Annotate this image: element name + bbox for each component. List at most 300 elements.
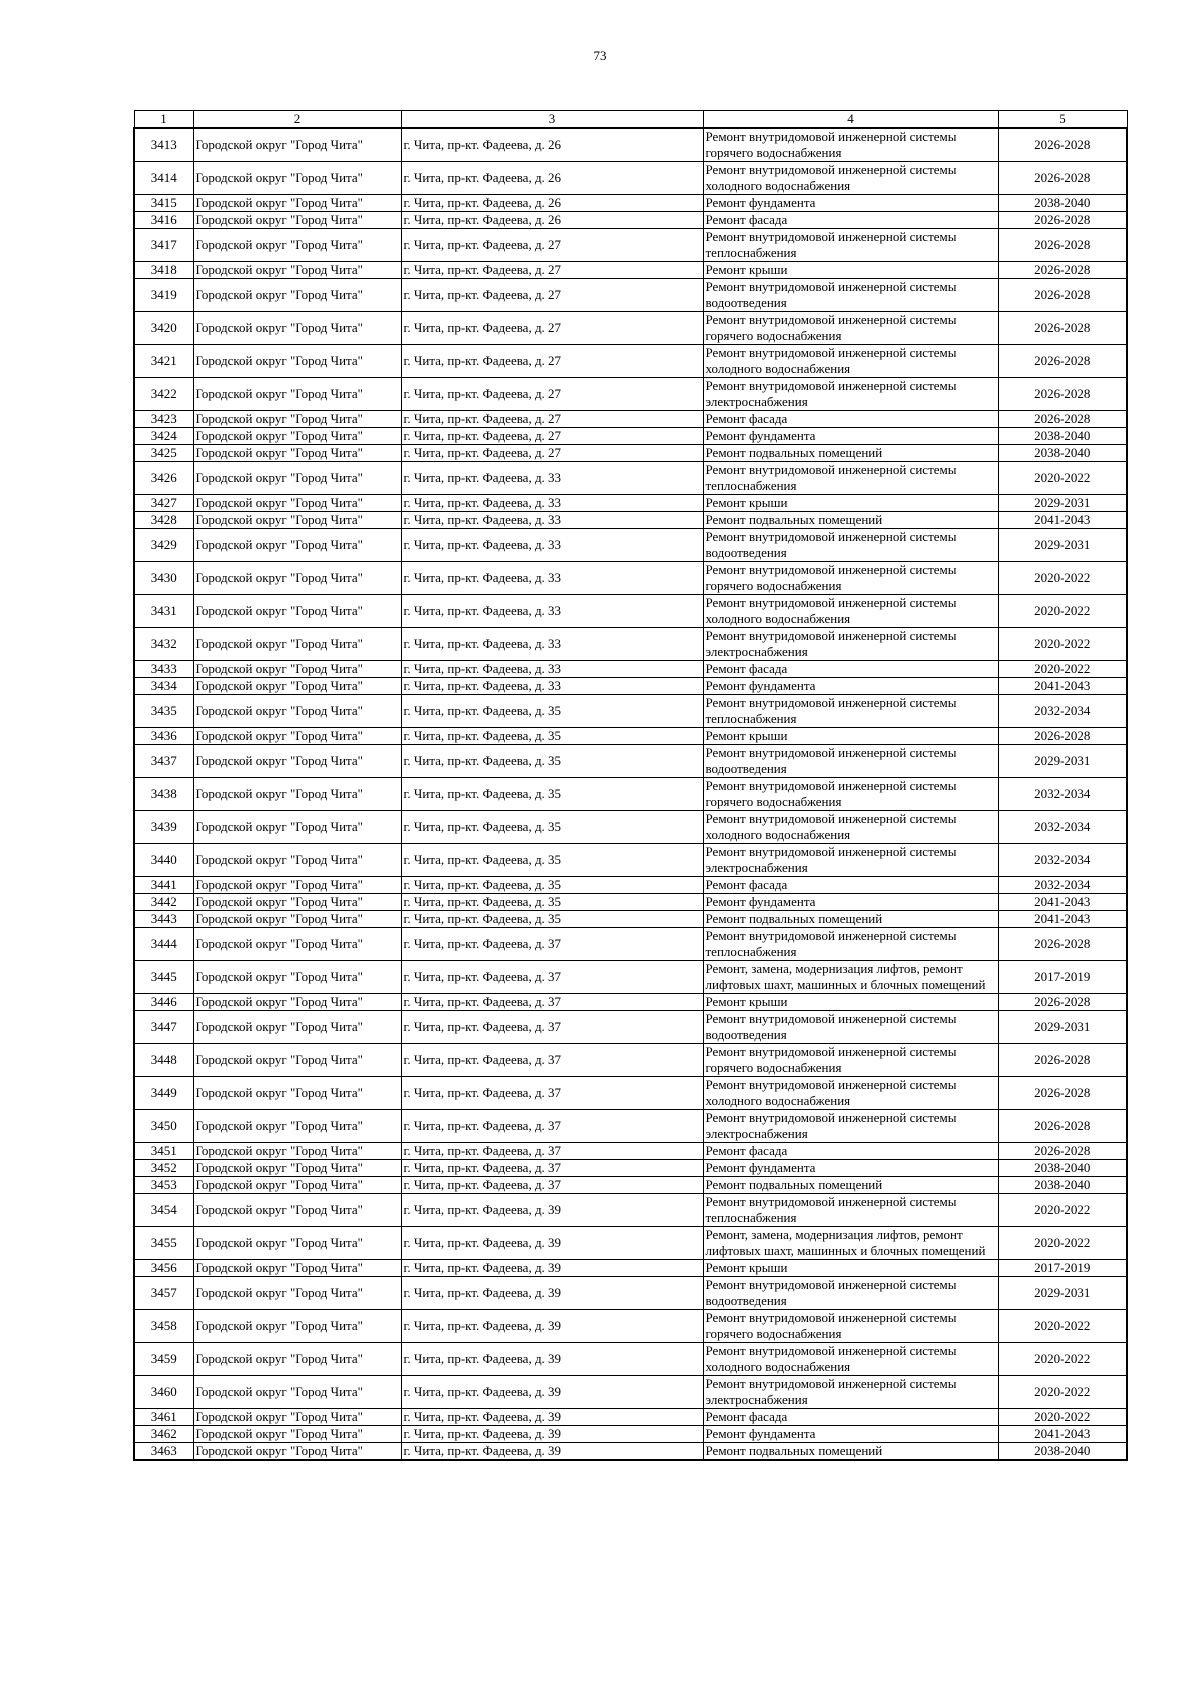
table-row <box>134 562 1127 595</box>
row-number-cell: 3423 <box>134 411 193 428</box>
municipality-cell: Городской округ "Город Чита" <box>193 428 401 445</box>
address-cell: г. Чита, пр-кт. Фадеева, д. 39 <box>401 1343 703 1376</box>
period-cell: 2038-2040 <box>998 1177 1127 1194</box>
period-cell: 2038-2040 <box>998 428 1127 445</box>
municipality-cell: Городской округ "Город Чита" <box>193 195 401 212</box>
row-number-cell: 3462 <box>134 1426 193 1443</box>
work-type-cell: Ремонт внутридомовой инженерной системы холодного водоснабжения <box>703 345 998 378</box>
address-cell: г. Чита, пр-кт. Фадеева, д. 37 <box>401 1011 703 1044</box>
address-cell: г. Чита, пр-кт. Фадеева, д. 33 <box>401 595 703 628</box>
period-cell: 2026-2028 <box>998 128 1127 162</box>
work-type-cell: Ремонт внутридомовой инженерной системы холодного водоснабжения <box>703 1077 998 1110</box>
municipality-cell: Городской округ "Город Чита" <box>193 1077 401 1110</box>
municipality-cell: Городской округ "Город Чита" <box>193 994 401 1011</box>
period-cell: 2029-2031 <box>998 1011 1127 1044</box>
municipality-cell: Городской округ "Город Чита" <box>193 345 401 378</box>
row-number-cell: 3451 <box>134 1143 193 1160</box>
period-cell: 2029-2031 <box>998 1277 1127 1310</box>
work-type-cell: Ремонт внутридомовой инженерной системы водоотведения <box>703 1011 998 1044</box>
table-row <box>134 162 1127 195</box>
work-type-cell: Ремонт фундамента <box>703 894 998 911</box>
work-type-cell: Ремонт фундамента <box>703 1160 998 1177</box>
work-type-cell: Ремонт крыши <box>703 994 998 1011</box>
row-number-cell: 3459 <box>134 1343 193 1376</box>
period-cell: 2020-2022 <box>998 562 1127 595</box>
work-type-cell: Ремонт внутридомовой инженерной системы холодного водоснабжения <box>703 1343 998 1376</box>
address-cell: г. Чита, пр-кт. Фадеева, д. 35 <box>401 911 703 928</box>
period-cell: 2020-2022 <box>998 661 1127 678</box>
municipality-cell: Городской округ "Город Чита" <box>193 512 401 529</box>
municipality-cell: Городской округ "Город Чита" <box>193 661 401 678</box>
period-cell: 2026-2028 <box>998 345 1127 378</box>
municipality-cell: Городской округ "Город Чита" <box>193 745 401 778</box>
row-number-cell: 3427 <box>134 495 193 512</box>
table-row <box>134 428 1127 445</box>
address-cell: г. Чита, пр-кт. Фадеева, д. 33 <box>401 529 703 562</box>
municipality-cell: Городской округ "Город Чита" <box>193 1177 401 1194</box>
address-cell: г. Чита, пр-кт. Фадеева, д. 39 <box>401 1227 703 1260</box>
table-row <box>134 1426 1127 1443</box>
table-row <box>134 1110 1127 1143</box>
municipality-cell: Городской округ "Город Чита" <box>193 495 401 512</box>
table-row <box>134 529 1127 562</box>
row-number-cell: 3440 <box>134 844 193 877</box>
period-cell: 2026-2028 <box>998 728 1127 745</box>
address-cell: г. Чита, пр-кт. Фадеева, д. 37 <box>401 928 703 961</box>
address-cell: г. Чита, пр-кт. Фадеева, д. 26 <box>401 162 703 195</box>
address-cell: г. Чита, пр-кт. Фадеева, д. 37 <box>401 1110 703 1143</box>
work-type-cell: Ремонт внутридомовой инженерной системы электроснабжения <box>703 844 998 877</box>
period-cell: 2026-2028 <box>998 928 1127 961</box>
municipality-cell: Городской округ "Город Чита" <box>193 529 401 562</box>
address-cell: г. Чита, пр-кт. Фадеева, д. 33 <box>401 562 703 595</box>
address-cell: г. Чита, пр-кт. Фадеева, д. 37 <box>401 1077 703 1110</box>
table-body <box>134 128 1127 1460</box>
table-row <box>134 195 1127 212</box>
row-number-cell: 3426 <box>134 462 193 495</box>
address-cell: г. Чита, пр-кт. Фадеева, д. 35 <box>401 894 703 911</box>
period-cell: 2020-2022 <box>998 1409 1127 1426</box>
period-cell: 2020-2022 <box>998 1310 1127 1343</box>
row-number-cell: 3430 <box>134 562 193 595</box>
municipality-cell: Городской округ "Город Чита" <box>193 1110 401 1143</box>
address-cell: г. Чита, пр-кт. Фадеева, д. 35 <box>401 745 703 778</box>
period-cell: 2017-2019 <box>998 1260 1127 1277</box>
work-type-cell: Ремонт внутридомовой инженерной системы электроснабжения <box>703 1110 998 1143</box>
table-row <box>134 661 1127 678</box>
municipality-cell: Городской округ "Город Чита" <box>193 1143 401 1160</box>
row-number-cell: 3461 <box>134 1409 193 1426</box>
row-number-cell: 3439 <box>134 811 193 844</box>
row-number-cell: 3442 <box>134 894 193 911</box>
row-number-cell: 3436 <box>134 728 193 745</box>
address-cell: г. Чита, пр-кт. Фадеева, д. 39 <box>401 1310 703 1343</box>
row-number-cell: 3437 <box>134 745 193 778</box>
period-cell: 2041-2043 <box>998 678 1127 695</box>
period-cell: 2020-2022 <box>998 1343 1127 1376</box>
row-number-cell: 3438 <box>134 778 193 811</box>
period-cell: 2038-2040 <box>998 445 1127 462</box>
row-number-cell: 3447 <box>134 1011 193 1044</box>
work-type-cell: Ремонт подвальных помещений <box>703 911 998 928</box>
work-type-cell: Ремонт внутридомовой инженерной системы электроснабжения <box>703 628 998 661</box>
work-type-cell: Ремонт фасада <box>703 1143 998 1160</box>
period-cell: 2029-2031 <box>998 495 1127 512</box>
municipality-cell: Городской округ "Город Чита" <box>193 562 401 595</box>
work-type-cell: Ремонт внутридомовой инженерной системы холодного водоснабжения <box>703 162 998 195</box>
work-type-cell: Ремонт внутридомовой инженерной системы горячего водоснабжения <box>703 128 998 162</box>
address-cell: г. Чита, пр-кт. Фадеева, д. 33 <box>401 462 703 495</box>
row-number-cell: 3460 <box>134 1376 193 1409</box>
row-number-cell: 3463 <box>134 1443 193 1461</box>
table-row <box>134 262 1127 279</box>
column-header: 4 <box>703 111 998 129</box>
work-type-cell: Ремонт внутридомовой инженерной системы электроснабжения <box>703 1376 998 1409</box>
row-number-cell: 3458 <box>134 1310 193 1343</box>
row-number-cell: 3445 <box>134 961 193 994</box>
work-type-cell: Ремонт, замена, модернизация лифтов, ремонт лифтовых шахт, машинных и блочных помещений <box>703 961 998 994</box>
municipality-cell: Городской округ "Город Чита" <box>193 1409 401 1426</box>
municipality-cell: Городской округ "Город Чита" <box>193 961 401 994</box>
municipality-cell: Городской округ "Город Чита" <box>193 844 401 877</box>
address-cell: г. Чита, пр-кт. Фадеева, д. 39 <box>401 1376 703 1409</box>
address-cell: г. Чита, пр-кт. Фадеева, д. 27 <box>401 229 703 262</box>
address-cell: г. Чита, пр-кт. Фадеева, д. 27 <box>401 428 703 445</box>
table-row <box>134 1143 1127 1160</box>
work-type-cell: Ремонт подвальных помещений <box>703 1177 998 1194</box>
municipality-cell: Городской округ "Город Чита" <box>193 1343 401 1376</box>
work-type-cell: Ремонт внутридомовой инженерной системы теплоснабжения <box>703 462 998 495</box>
period-cell: 2020-2022 <box>998 628 1127 661</box>
municipality-cell: Городской округ "Город Чита" <box>193 279 401 312</box>
work-type-cell: Ремонт фасада <box>703 1409 998 1426</box>
table-row <box>134 462 1127 495</box>
page-number: 73 <box>593 48 607 63</box>
table-row <box>134 745 1127 778</box>
column-header: 3 <box>401 111 703 129</box>
work-type-cell: Ремонт фундамента <box>703 428 998 445</box>
municipality-cell: Городской округ "Город Чита" <box>193 128 401 162</box>
municipality-cell: Городской округ "Город Чита" <box>193 1376 401 1409</box>
address-cell: г. Чита, пр-кт. Фадеева, д. 39 <box>401 1426 703 1443</box>
table-row <box>134 595 1127 628</box>
address-cell: г. Чита, пр-кт. Фадеева, д. 37 <box>401 1044 703 1077</box>
table-row <box>134 778 1127 811</box>
row-number-cell: 3431 <box>134 595 193 628</box>
period-cell: 2026-2028 <box>998 1143 1127 1160</box>
row-number-cell: 3419 <box>134 279 193 312</box>
row-number-cell: 3452 <box>134 1160 193 1177</box>
period-cell: 2038-2040 <box>998 195 1127 212</box>
column-number-row <box>134 111 1127 129</box>
table-row <box>134 495 1127 512</box>
period-cell: 2026-2028 <box>998 994 1127 1011</box>
address-cell: г. Чита, пр-кт. Фадеева, д. 33 <box>401 512 703 529</box>
period-cell: 2026-2028 <box>998 229 1127 262</box>
municipality-cell: Городской округ "Город Чита" <box>193 911 401 928</box>
table-row <box>134 312 1127 345</box>
row-number-cell: 3456 <box>134 1260 193 1277</box>
municipality-cell: Городской округ "Город Чита" <box>193 1011 401 1044</box>
period-cell: 2026-2028 <box>998 312 1127 345</box>
address-cell: г. Чита, пр-кт. Фадеева, д. 39 <box>401 1277 703 1310</box>
address-cell: г. Чита, пр-кт. Фадеева, д. 37 <box>401 1143 703 1160</box>
address-cell: г. Чита, пр-кт. Фадеева, д. 35 <box>401 811 703 844</box>
work-type-cell: Ремонт внутридомовой инженерной системы водоотведения <box>703 279 998 312</box>
row-number-cell: 3435 <box>134 695 193 728</box>
period-cell: 2032-2034 <box>998 811 1127 844</box>
period-cell: 2026-2028 <box>998 162 1127 195</box>
municipality-cell: Городской округ "Город Чита" <box>193 678 401 695</box>
row-number-cell: 3432 <box>134 628 193 661</box>
period-cell: 2026-2028 <box>998 212 1127 229</box>
table-row <box>134 961 1127 994</box>
address-cell: г. Чита, пр-кт. Фадеева, д. 35 <box>401 844 703 877</box>
table-row <box>134 1160 1127 1177</box>
work-type-cell: Ремонт фундамента <box>703 195 998 212</box>
work-type-cell: Ремонт внутридомовой инженерной системы горячего водоснабжения <box>703 312 998 345</box>
address-cell: г. Чита, пр-кт. Фадеева, д. 35 <box>401 877 703 894</box>
table-row <box>134 378 1127 411</box>
table-row <box>134 1443 1127 1461</box>
table-row <box>134 128 1127 162</box>
municipality-cell: Городской округ "Город Чита" <box>193 928 401 961</box>
period-cell: 2026-2028 <box>998 411 1127 428</box>
table-row <box>134 877 1127 894</box>
municipality-cell: Городской округ "Город Чита" <box>193 1160 401 1177</box>
table-row <box>134 345 1127 378</box>
table-row <box>134 1227 1127 1260</box>
address-cell: г. Чита, пр-кт. Фадеева, д. 27 <box>401 312 703 345</box>
address-cell: г. Чита, пр-кт. Фадеева, д. 26 <box>401 128 703 162</box>
period-cell: 2017-2019 <box>998 961 1127 994</box>
table-row <box>134 728 1127 745</box>
address-cell: г. Чита, пр-кт. Фадеева, д. 27 <box>401 279 703 312</box>
work-type-cell: Ремонт внутридомовой инженерной системы теплоснабжения <box>703 229 998 262</box>
work-type-cell: Ремонт внутридомовой инженерной системы холодного водоснабжения <box>703 811 998 844</box>
table-row <box>134 1044 1127 1077</box>
address-cell: г. Чита, пр-кт. Фадеева, д. 39 <box>401 1409 703 1426</box>
row-number-cell: 3444 <box>134 928 193 961</box>
work-type-cell: Ремонт внутридомовой инженерной системы теплоснабжения <box>703 928 998 961</box>
address-cell: г. Чита, пр-кт. Фадеева, д. 33 <box>401 678 703 695</box>
municipality-cell: Городской округ "Город Чита" <box>193 1277 401 1310</box>
table-row <box>134 512 1127 529</box>
address-cell: г. Чита, пр-кт. Фадеева, д. 35 <box>401 778 703 811</box>
work-type-cell: Ремонт фасада <box>703 212 998 229</box>
row-number-cell: 3450 <box>134 1110 193 1143</box>
work-type-cell: Ремонт крыши <box>703 1260 998 1277</box>
municipality-cell: Городской округ "Город Чита" <box>193 262 401 279</box>
period-cell: 2032-2034 <box>998 877 1127 894</box>
address-cell: г. Чита, пр-кт. Фадеева, д. 33 <box>401 628 703 661</box>
work-type-cell: Ремонт внутридомовой инженерной системы горячего водоснабжения <box>703 778 998 811</box>
period-cell: 2026-2028 <box>998 1110 1127 1143</box>
row-number-cell: 3457 <box>134 1277 193 1310</box>
period-cell: 2020-2022 <box>998 1376 1127 1409</box>
address-cell: г. Чита, пр-кт. Фадеева, д. 26 <box>401 212 703 229</box>
municipality-cell: Городской округ "Город Чита" <box>193 811 401 844</box>
table-row <box>134 678 1127 695</box>
address-cell: г. Чита, пр-кт. Фадеева, д. 39 <box>401 1194 703 1227</box>
municipality-cell: Городской округ "Город Чита" <box>193 1260 401 1277</box>
row-number-cell: 3454 <box>134 1194 193 1227</box>
period-cell: 2041-2043 <box>998 512 1127 529</box>
row-number-cell: 3421 <box>134 345 193 378</box>
period-cell: 2026-2028 <box>998 1044 1127 1077</box>
work-type-cell: Ремонт подвальных помещений <box>703 445 998 462</box>
period-cell: 2038-2040 <box>998 1443 1127 1461</box>
work-type-cell: Ремонт крыши <box>703 262 998 279</box>
address-cell: г. Чита, пр-кт. Фадеева, д. 33 <box>401 495 703 512</box>
municipality-cell: Городской округ "Город Чита" <box>193 628 401 661</box>
work-type-cell: Ремонт фасада <box>703 877 998 894</box>
table-row <box>134 1177 1127 1194</box>
row-number-cell: 3455 <box>134 1227 193 1260</box>
table-row <box>134 894 1127 911</box>
work-type-cell: Ремонт внутридомовой инженерной системы горячего водоснабжения <box>703 1044 998 1077</box>
table-row <box>134 229 1127 262</box>
period-cell: 2026-2028 <box>998 279 1127 312</box>
period-cell: 2029-2031 <box>998 529 1127 562</box>
work-type-cell: Ремонт подвальных помещений <box>703 512 998 529</box>
municipality-cell: Городской округ "Город Чита" <box>193 462 401 495</box>
period-cell: 2029-2031 <box>998 745 1127 778</box>
municipality-cell: Городской округ "Город Чита" <box>193 1426 401 1443</box>
address-cell: г. Чита, пр-кт. Фадеева, д. 39 <box>401 1443 703 1461</box>
municipality-cell: Городской округ "Город Чита" <box>193 1044 401 1077</box>
municipality-cell: Городской округ "Город Чита" <box>193 445 401 462</box>
period-cell: 2020-2022 <box>998 462 1127 495</box>
row-number-cell: 3417 <box>134 229 193 262</box>
address-cell: г. Чита, пр-кт. Фадеева, д. 33 <box>401 661 703 678</box>
period-cell: 2032-2034 <box>998 695 1127 728</box>
municipality-cell: Городской округ "Город Чита" <box>193 1443 401 1461</box>
municipality-cell: Городской округ "Город Чита" <box>193 595 401 628</box>
row-number-cell: 3413 <box>134 128 193 162</box>
municipality-cell: Городской округ "Город Чита" <box>193 1194 401 1227</box>
row-number-cell: 3441 <box>134 877 193 894</box>
repair-schedule-table <box>133 110 1128 1461</box>
municipality-cell: Городской округ "Город Чита" <box>193 1227 401 1260</box>
period-cell: 2041-2043 <box>998 894 1127 911</box>
row-number-cell: 3433 <box>134 661 193 678</box>
row-number-cell: 3415 <box>134 195 193 212</box>
table-row <box>134 811 1127 844</box>
row-number-cell: 3428 <box>134 512 193 529</box>
row-number-cell: 3420 <box>134 312 193 345</box>
address-cell: г. Чита, пр-кт. Фадеева, д. 39 <box>401 1260 703 1277</box>
work-type-cell: Ремонт внутридомовой инженерной системы водоотведения <box>703 1277 998 1310</box>
period-cell: 2032-2034 <box>998 778 1127 811</box>
work-type-cell: Ремонт внутридомовой инженерной системы электроснабжения <box>703 378 998 411</box>
table-row <box>134 844 1127 877</box>
work-type-cell: Ремонт крыши <box>703 728 998 745</box>
address-cell: г. Чита, пр-кт. Фадеева, д. 27 <box>401 411 703 428</box>
table-row <box>134 628 1127 661</box>
table-row <box>134 445 1127 462</box>
work-type-cell: Ремонт подвальных помещений <box>703 1443 998 1461</box>
column-header: 5 <box>998 111 1127 129</box>
work-type-cell: Ремонт внутридомовой инженерной системы холодного водоснабжения <box>703 595 998 628</box>
address-cell: г. Чита, пр-кт. Фадеева, д. 35 <box>401 728 703 745</box>
address-cell: г. Чита, пр-кт. Фадеева, д. 26 <box>401 195 703 212</box>
column-header: 2 <box>193 111 401 129</box>
address-cell: г. Чита, пр-кт. Фадеева, д. 27 <box>401 262 703 279</box>
municipality-cell: Городской округ "Город Чита" <box>193 378 401 411</box>
municipality-cell: Городской округ "Город Чита" <box>193 212 401 229</box>
period-cell: 2026-2028 <box>998 378 1127 411</box>
row-number-cell: 3416 <box>134 212 193 229</box>
row-number-cell: 3418 <box>134 262 193 279</box>
address-cell: г. Чита, пр-кт. Фадеева, д. 37 <box>401 994 703 1011</box>
table-row <box>134 994 1127 1011</box>
table-row <box>134 1011 1127 1044</box>
row-number-cell: 3448 <box>134 1044 193 1077</box>
municipality-cell: Городской округ "Город Чита" <box>193 877 401 894</box>
row-number-cell: 3424 <box>134 428 193 445</box>
row-number-cell: 3429 <box>134 529 193 562</box>
work-type-cell: Ремонт фасада <box>703 661 998 678</box>
municipality-cell: Городской округ "Город Чита" <box>193 894 401 911</box>
period-cell: 2026-2028 <box>998 262 1127 279</box>
address-cell: г. Чита, пр-кт. Фадеева, д. 27 <box>401 445 703 462</box>
municipality-cell: Городской округ "Город Чита" <box>193 229 401 262</box>
address-cell: г. Чита, пр-кт. Фадеева, д. 37 <box>401 1160 703 1177</box>
municipality-cell: Городской округ "Город Чита" <box>193 162 401 195</box>
work-type-cell: Ремонт, замена, модернизация лифтов, ремонт лифтовых шахт, машинных и блочных помещений <box>703 1227 998 1260</box>
period-cell: 2020-2022 <box>998 1227 1127 1260</box>
work-type-cell: Ремонт крыши <box>703 495 998 512</box>
period-cell: 2020-2022 <box>998 1194 1127 1227</box>
work-type-cell: Ремонт внутридомовой инженерной системы горячего водоснабжения <box>703 1310 998 1343</box>
work-type-cell: Ремонт внутридомовой инженерной системы водоотведения <box>703 529 998 562</box>
table-row <box>134 1343 1127 1376</box>
period-cell: 2041-2043 <box>998 911 1127 928</box>
table-row <box>134 911 1127 928</box>
address-cell: г. Чита, пр-кт. Фадеева, д. 27 <box>401 378 703 411</box>
municipality-cell: Городской округ "Город Чита" <box>193 728 401 745</box>
table-row <box>134 1277 1127 1310</box>
table-row <box>134 1260 1127 1277</box>
table-row <box>134 1376 1127 1409</box>
row-number-cell: 3414 <box>134 162 193 195</box>
period-cell: 2041-2043 <box>998 1426 1127 1443</box>
municipality-cell: Городской округ "Город Чита" <box>193 778 401 811</box>
work-type-cell: Ремонт внутридомовой инженерной системы горячего водоснабжения <box>703 562 998 595</box>
table-row <box>134 411 1127 428</box>
table-row <box>134 1077 1127 1110</box>
work-type-cell: Ремонт фундамента <box>703 678 998 695</box>
address-cell: г. Чита, пр-кт. Фадеева, д. 37 <box>401 961 703 994</box>
period-cell: 2020-2022 <box>998 595 1127 628</box>
row-number-cell: 3443 <box>134 911 193 928</box>
column-header: 1 <box>134 111 193 129</box>
address-cell: г. Чита, пр-кт. Фадеева, д. 27 <box>401 345 703 378</box>
address-cell: г. Чита, пр-кт. Фадеева, д. 35 <box>401 695 703 728</box>
address-cell: г. Чита, пр-кт. Фадеева, д. 37 <box>401 1177 703 1194</box>
row-number-cell: 3422 <box>134 378 193 411</box>
work-type-cell: Ремонт внутридомовой инженерной системы теплоснабжения <box>703 1194 998 1227</box>
municipality-cell: Городской округ "Город Чита" <box>193 411 401 428</box>
work-type-cell: Ремонт фасада <box>703 411 998 428</box>
work-type-cell: Ремонт фундамента <box>703 1426 998 1443</box>
work-type-cell: Ремонт внутридомовой инженерной системы водоотведения <box>703 745 998 778</box>
row-number-cell: 3425 <box>134 445 193 462</box>
table-row <box>134 695 1127 728</box>
row-number-cell: 3453 <box>134 1177 193 1194</box>
row-number-cell: 3446 <box>134 994 193 1011</box>
